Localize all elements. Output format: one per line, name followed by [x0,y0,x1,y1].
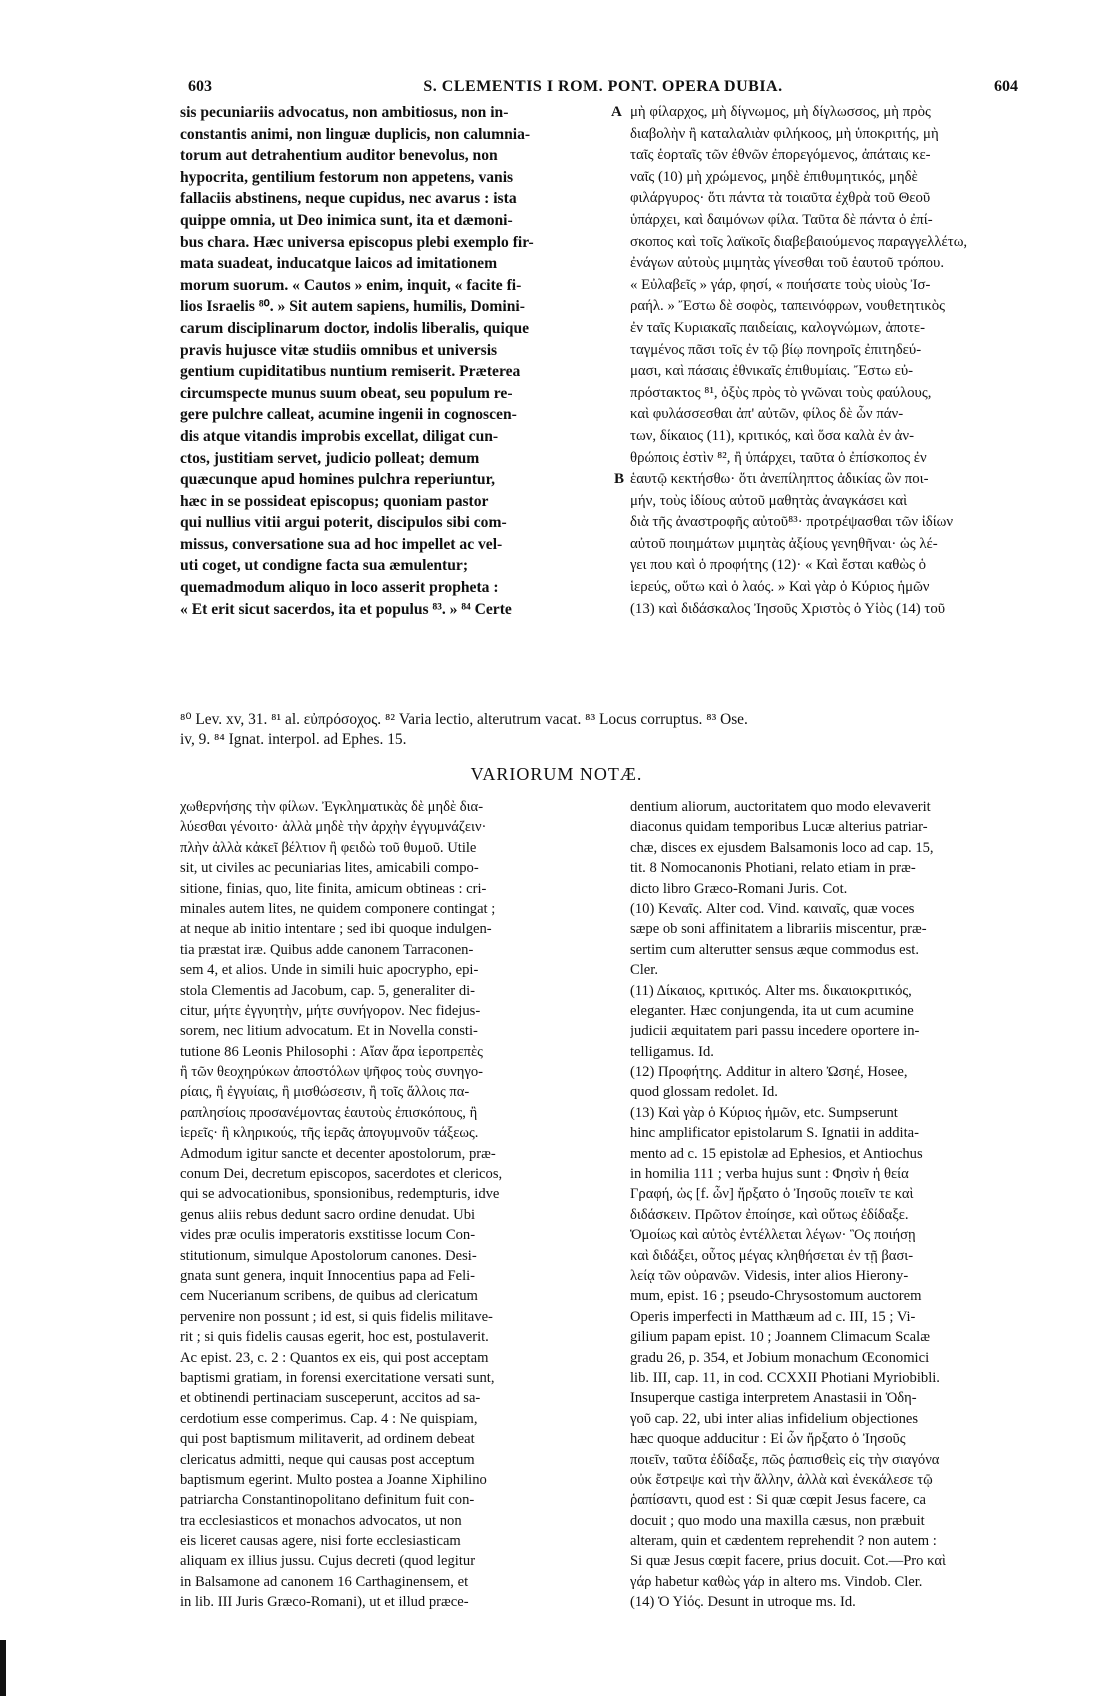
note-line: λύεσθαι γένοιτο· ἀλλὰ μηδὲ τὴν ἀρχὴν ἐγγυμνάζειν· [180,819,487,836]
latin-text-line: hypocrita, gentilium festorum non appetens, vanis [180,168,514,186]
page-number-left: 603 [188,78,212,95]
note-line: vides præ oculis imperatoris exstitisse locum Con- [180,1227,476,1244]
latin-text-line: fallaciis abstinens, neque cupidus, nec avarus : ista [180,190,517,208]
note-line: eis liceret causas agere, nisi forte ecclesiasticam [180,1533,461,1550]
note-line: rit ; si quis fidelis causas egerit, hoc est, postulaverit. [180,1329,489,1346]
note-line: conum Dei, decretum episcopos, sacerdotes et clericos, [180,1166,503,1183]
latin-text-line: lios Israelis ⁸⁰. » Sit autem sapiens, humilis, Domini- [180,298,525,316]
note-line: qui post baptismum militaverit, ad ordinem debeat [180,1431,475,1448]
note-line: Insuperque castiga interpretem Anastasii in Ὁδη- [630,1390,917,1407]
greek-text-line: μασι, καὶ πάσαις ἐθνικαῖς ἐπιθυμίαις. Ἔστω εὐ- [630,363,914,380]
note-line: quod glossam redolet. Id. [630,1084,778,1101]
note-line: hæc quoque adducitur : Εἰ ὧν ἤρξατο ὁ Ἰησοῦς [630,1431,906,1448]
note-line: stola Clementis ad Jacobum, cap. 5, generaliter di- [180,982,476,999]
note-line: minales autem lites, ne quidem componere contingat ; [180,900,496,917]
note-line: diaconus quidam temporibus Lucæ alterius patriar- [630,819,928,836]
note-line: patriarcha Constantinopolitano definitum fuit con- [180,1492,475,1509]
note-line: sertim cum alterutter sensus æque commodus est. [630,941,919,958]
latin-text-line: ctos, justitiam servet, judicio polleat; demum [180,449,480,467]
note-line: gnata sunt genera, inquit Innocentius papa ad Feli- [180,1267,476,1284]
note-line: πλὴν ἀλλὰ κἀκεῖ βέλτιον ἢ φειδὼ τοῦ θυμοῦ. Utile [180,839,477,856]
note-line: eleganter. Hæc conjungenda, ita ut cum acumine [630,1002,914,1019]
latin-text-line: gere pulchre calleat, acumine ingenii in cognoscen- [180,406,517,424]
note-line: Cler. [630,962,658,979]
note-line: Γραφή, ὡς [f. ὧν] ἤρξατο ὁ Ἰησοῦς ποιεῖν τε καὶ [630,1186,914,1203]
running-header [188,78,1018,102]
latin-text-line: dis atque vitandis improbis excellat, diligat cun- [180,427,499,445]
note-line: citur, μήτε ἐγγυητὴν, μήτε συνήγορον. Nec fidejus- [180,1002,481,1019]
footnotes [180,710,1050,750]
note-line: (12) Προφήτης. Additur in altero Ὠσηέ, Hosee, [630,1064,908,1081]
footnote-line: iv, 9. ⁸⁴ Ignat. interpol. ad Ephes. 15. [180,731,407,748]
note-line: dicto libro Græco-Romani Juris. Cot. [630,880,848,897]
greek-text-line: (13) καὶ διδάσκαλος Ἰησοῦς Χριστὸς ὁ Υἱὸς (14) τοῦ [630,600,946,617]
margin-letter-a: A [611,104,622,120]
greek-text-line: των, δίκαιος (11), κριτικός, καὶ ὅσα καλὰ ἐν ἀν- [630,427,915,444]
note-line: sorem, nec litium advocatum. Et in Novella consti- [180,1023,478,1040]
greek-text-line: αὐτοῦ ποιημάτων μιμητὰς ἀξίους γενηθῆναι· ὡς λέ- [630,535,938,552]
note-line: baptismi gratiam, in forensi exercitatione versati sunt, [180,1369,495,1386]
latin-text-line: carum disciplinarum doctor, indolis liberalis, quique [180,319,530,337]
greek-text-line: ταγμένος πᾶσι τοῖς ἐν τῷ βίῳ πονηροῖς ἐπιτηδεύ- [630,341,922,358]
latin-text-line: quemadmodum aliquo in loco asserit propheta : [180,579,499,597]
note-line: qui se advocationibus, sponsionibus, redempturis, idve [180,1186,500,1203]
page-number-right: 604 [994,78,1018,95]
latin-text-line: hæc in se possideat episcopus; quoniam pastor [180,492,489,510]
note-line: lib. III, cap. 11, in cod. CCXXII Photiani Myriobibli. [630,1369,940,1386]
greek-text-line: πρόστακτος ⁸¹, ὀξὺς πρὸς τὸ γνῶναι τοὺς φαύλους, [630,384,932,401]
latin-text-column [180,102,608,620]
note-line: ἱερεῖς· ἢ κληρικούς, τῆς ἱερᾶς ἀπογυμνοῦν τάξεως. [180,1125,479,1142]
note-line: Ac epist. 23, c. 2 : Quantos ex eis, qui post acceptam [180,1349,489,1366]
section-title: VARIORUM NOTÆ. [470,764,643,784]
greek-text-line: μὴ φίλαρχος, μὴ δίγνωμος, μὴ δίγλωσσος, μὴ πρὸς [630,104,931,120]
greek-text-line: ἐνάγων αὐτοὺς μιμητὰς γίνεσθαι τοῦ ἑαυτοῦ τρόπου. [630,255,945,272]
greek-text-line: γει που καὶ ὁ προφήτης (12)· « Καὶ ἔσται καθὼς ὁ [630,557,927,574]
note-line: sæpe ob soni affinitatem a librariis miscentur, præ- [630,921,927,938]
latin-text-line: mata suadeat, inducatque laicos ad imitationem [180,255,498,273]
greek-text-column [630,102,1050,620]
note-line: in homilia 111 ; verba hujus sunt : Φησὶν ἡ θεία [630,1166,909,1183]
note-line: οὐκ ἔστρεψε καὶ τὴν ἄλλην, ἀλλὰ καὶ ἐνεκάλεσε τῷ [630,1471,933,1488]
note-line: ἢ τῶν θεοχηρύκων ἀποστόλων ψῆφος τοὺς συνηγο- [180,1064,484,1081]
greek-text-line: ραήλ. » Ἔστω δὲ σοφὸς, ταπεινόφρων, νουθετητικὸς [630,298,945,315]
note-line: genus aliis rebus dedunt sacro ordine denudat. Ubi [180,1206,476,1223]
note-line: sitione, finias, quo, lite finita, amicum obtineas : cri- [180,880,487,897]
greek-text-line: καὶ φυλάσσεσθαι ἀπ' αὐτῶν, φίλος δὲ ὧν πάν- [630,406,904,423]
note-line: ῥαπίσαντι, quod est : Si quæ cœpit Jesus facere, ca [630,1492,927,1509]
note-line: chæ, disces ex ejusdem Balsamonis loco ad cap. 15, [630,839,934,856]
note-line: cerdotium esse comperimus. Cap. 4 : Ne quispiam, [180,1410,478,1427]
note-line: γοῦ cap. 22, ubi inter alias infidelium objectiones [630,1410,919,1427]
note-line: baptismum egerint. Multo postea a Joanne Xiphilino [180,1471,487,1488]
note-line: in lib. III Juris Græco-Romani), ut et illud præce- [180,1594,469,1611]
note-line: tutione 86 Leonis Philosophi : Αἴαν ἄρα ἱεροπρεπὲς [180,1043,483,1060]
note-line: at neque ab initio intentare ; sed ibi quoque indulgen- [180,921,492,938]
note-line: (14) Ὁ Υἱός. Desunt in utroque ms. Id. [630,1594,856,1611]
note-line: alteram, quin et cædentem reprehendit ? non autem : [630,1533,937,1550]
note-line: sit, ut civiles ac pecuniarias lites, amicabili compo- [180,860,479,877]
latin-text-line: pravis hujusce vitæ studiis omnibus et universis [180,341,498,359]
latin-text-line: gentium cupiditatibus nuntium remiserit. Præterea [180,363,521,381]
latin-text-line: qui nullius vitii argui poterit, discipulos sibi com- [180,514,507,532]
latin-text-line: bus chara. Hæc universa episcopus plebi exemplo fir- [180,233,534,251]
greek-text-line: σκοπος καὶ τοῖς λαϊκοῖς διαβεβαιούμενος παραγγελλέτω, [630,233,968,250]
greek-text-line: ταῖς ἑορταῖς τῶν ἐθνῶν ἐπορεγόμενος, ἀπάταις κε- [630,147,931,164]
note-line: hinc amplificator epistolarum S. Ignatii in addita- [630,1125,919,1142]
note-line: clericatus admitti, neque qui causas post acceptum [180,1451,475,1468]
note-line: (10) Κεναῖς. Alter cod. Vind. καιναῖς, quæ voces [630,900,915,917]
greek-text-line: μήν, τοὺς ἰδίους αὐτοῦ μαθητὰς ἀναγκάσει καὶ [630,492,908,509]
note-line: λείᾳ τῶν οὐρανῶν. Videsis, inter alios Hierony- [630,1267,909,1284]
note-line: (11) Δίκαιος, κριτικός. Alter ms. δικαιοκριτικός, [630,982,912,999]
note-line: ραπλησίοις προσανέμοντας ἑαυτοὺς ἐπισκόπους, ἢ [180,1104,478,1121]
note-line: ποιεῖν, ταῦτα ἐδίδαξε, πῶς ῥαπισθεὶς εἰς τὴν σιαγόνα [630,1451,940,1468]
note-line: cem Nucerianum scribens, de quibus ad clericatum [180,1288,478,1305]
greek-text-line: « Εὐλαβεῖς » γάρ, φησί, « ποιήσατε τοὺς υἱοὺς Ἰσ- [630,276,931,293]
note-line: sem 4, et alios. Unde in simili huic apocrypho, epi- [180,962,479,979]
note-line: dentium aliorum, auctoritatem quo modo elevaverit [630,799,931,815]
note-line: Admodum igitur sancte et decenter apostolorum, præ- [180,1145,496,1162]
footnote-line: ⁸⁰ Lev. xv, 31. ⁸¹ al. εὐπρόσοχος. ⁸² Varia lectio, alterutrum vacat. ⁸³ Locus corruptus. ⁸³ Ose. [180,711,748,728]
greek-text-line: ναῖς (10) μὴ χρώμενος, μηδὲ ἐπιθυμητικός, μηδὲ [630,168,918,185]
notes-left-column [180,797,610,1613]
note-line: tit. 8 Nomocanonis Photiani, relato etiam in præ- [630,860,916,877]
note-line: pervenire non possunt ; id est, si quis fidelis militave- [180,1308,493,1325]
latin-text-line: torum aut detrahentium auditor benevolus, non [180,147,498,165]
greek-text-line: ἑαυτῷ κεκτήσθω· ὅτι ἀνεπίληπτος ἀδικίας ὢν ποι- [630,471,929,488]
greek-text-line: ἐν ταῖς Κυριακαῖς παιδείαις, καλογνώμων, ἀποτε- [630,319,926,336]
note-line: et obtinendi pertinaciam susceperunt, accitos ad sa- [180,1390,481,1407]
note-line: Operis imperfecti in Matthæum ad c. III, 15 ; Vi- [630,1308,916,1325]
latin-text-line: quippe omnia, ut Deo inimica sunt, ita et dæmoni- [180,211,513,229]
greek-text-line: ὑπάρχει, καὶ δαιμόνων φίλα. Ταῦτα δὲ πάντα ὁ ἐπί- [630,211,933,228]
note-line: tia præstat iræ. Quibus adde canonem Tarraconen- [180,941,474,958]
note-line: διδάσκειν. Πρῶτον ἐποίησε, καὶ οὕτως ἐδίδαξε. [630,1206,909,1223]
greek-text-line: θρώποις ἐστὶν ⁸², ἢ ὑπάρχει, ταῦτα ὁ ἐπίσκοπος ἐν [630,449,927,466]
note-line: gilium papam epist. 10 ; Joannem Climacum Scalæ [630,1329,930,1346]
greek-text-line: ἱερεύς, οὕτω καὶ ὁ λαός. » Καὶ γὰρ ὁ Κύριος ἡμῶν [630,579,930,596]
latin-text-line: morum suorum. « Cautos » enim, inquit, « facite fi- [180,276,522,294]
note-line: telligamus. Id. [630,1043,714,1060]
latin-text-line: circumspecte munus suum obeat, seu populum re- [180,384,513,402]
note-line: aliquam ex illius jussu. Cujus decreti (quod legitur [180,1553,476,1570]
note-line: docuit ; quo modo una maxilla cæsus, non præbuit [630,1512,925,1529]
note-line: mento ad c. 15 epistolæ ad Ephesios, et Antiochus [630,1145,923,1162]
note-line: mum, epist. 16 ; pseudo-Chrysostomum auctorem [630,1288,922,1305]
greek-text-line: διὰ τῆς ἀναστροφῆς αὐτοῦ⁸³· προτρέψασθαι τῶν ἰδίων [630,514,954,531]
latin-text-line: « Et erit sicut sacerdos, ita et populus ⁸³. » ⁸⁴ Certe [180,600,512,618]
note-line: tra ecclesiasticos et monachos advocatos, ut non [180,1512,462,1529]
note-line: stitutionum, simulque Apostolorum canones. Desi- [180,1247,477,1264]
note-line: χωθερνήσης τὴν φίλων. Ἐγκληματικὰς δὲ μηδὲ δια- [180,799,484,815]
note-line: γάρ habetur καθὼς γάρ in altero ms. Vindob. Cler. [630,1573,923,1590]
greek-text-line: διαβολὴν ἢ καταλαλιὰν φιλήκοος, μὴ ὑποκριτής, μὴ [630,125,939,142]
scan-edge-mark [0,1640,6,1696]
note-line: gradu 26, p. 354, et Jobium monachum Œconomici [630,1349,930,1366]
latin-text-line: sis pecuniariis advocatus, non ambitiosus, non in- [180,104,509,121]
latin-text-line: missus, conversatione sua ad hoc impellet ac vel- [180,535,503,553]
note-line: judicii æquitatem pari passu incedere oportere in- [630,1023,920,1040]
latin-text-line: quæcunque apud homines pulchra reperiuntur, [180,471,495,489]
note-line: Ὁμοίως καὶ αὐτὸς ἐντέλλεται λέγων· Ὃς ποιήσῃ [630,1227,916,1244]
notes-right-column [630,797,1050,1613]
note-line: (13) Καὶ γὰρ ὁ Κύριος ἡμῶν, etc. Sumpserunt [630,1104,898,1121]
note-line: Si quæ Jesus cœpit facere, prius docuit. Cot.—Pro καὶ [630,1553,946,1570]
note-line: ρίαις, ἢ ἐγγυίαις, ἢ μισθώσεσιν, ἢ τοῖς ἄλλοις πα- [180,1084,470,1101]
latin-text-line: constantis animi, non linguæ duplicis, non calumnia- [180,125,531,143]
note-line: καὶ διδάξει, οὗτος μέγας κληθήσεται ἐν τῇ βασι- [630,1247,914,1264]
note-line: in Balsamone ad canonem 16 Carthaginensem, et [180,1573,469,1590]
margin-letter-b: B [614,471,625,487]
greek-text-line: φιλάργυρος· ὅτι πάντα τὰ τοιαῦτα ἐχθρὰ τοῦ Θεοῦ [630,190,931,207]
latin-text-line: uti coget, ut condigne facta sua æmulentur; [180,557,469,575]
running-title: S. CLEMENTIS I ROM. PONT. OPERA DUBIA. [423,78,783,95]
